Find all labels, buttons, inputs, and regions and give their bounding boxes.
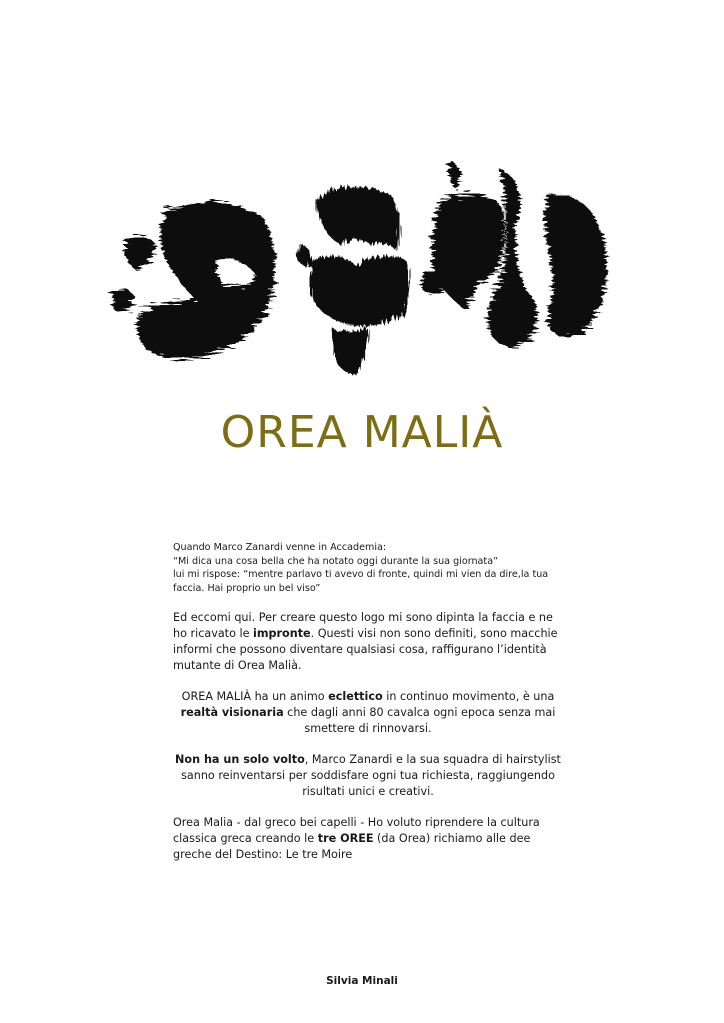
brand-title: OREA MALIÀ <box>220 407 504 458</box>
face-print-right <box>421 160 607 346</box>
intro-line-1: Quando Marco Zanardi venne in Accademia: <box>173 542 387 553</box>
intro-line-2: “Mi dica una cosa bella che ha notato oggi durante la sua giornata” <box>173 555 499 567</box>
face-print-left <box>111 202 275 359</box>
face-print-middle <box>296 186 410 375</box>
bold-tre-oree: tre OREE <box>317 832 374 845</box>
bold-eclettico: eclettico <box>328 690 383 703</box>
intro-line-3: lui mi rispose: “mentre parlavo ti avevo di fronte, quindi mi vien da dire,la tua faccia. Hai proprio un bel viso” <box>173 569 549 594</box>
greek-paragraph: Orea Malia - dal greco bei capelli - Ho voluto riprendere la cultura classica greca creando le tre OREE (da Orea) richiamo alle dee greche del Destino: Le tre Moire <box>173 816 540 861</box>
bold-non-ha-un-solo-volto: Non ha un solo volto <box>175 753 305 766</box>
logo-paragraph: Ed eccomi qui. Per creare questo logo mi sono dipinta la faccia e ne ho ricavato le impronte. Questi visi non sono definiti, sono macchie informi che possono diventare qualsiasi cosa, raffigurano l’identità mutante di Orea Malià. <box>173 611 558 672</box>
body-text <box>173 541 563 863</box>
eclectic-paragraph: OREA MALIÀ ha un animo eclettico in continuo movimento, è una realtà visionaria che dagli anni 80 cavalca ogni epoca senza mai smettere di rinnovarsi. <box>180 690 556 735</box>
orea-malia-logo-faces <box>106 150 616 382</box>
team-paragraph: Non ha un solo volto, Marco Zanardi e la sua squadra di hairstylist sanno reinventarsi per soddisfare ogni tua richiesta, raggiungendo risultati unici e creativi. <box>175 753 561 798</box>
intro-paragraph <box>173 541 563 595</box>
bold-impronte: impronte <box>253 627 311 640</box>
bold-realta-visionaria: realtà visionaria <box>180 706 284 719</box>
author-signature: Silvia Minali <box>326 975 398 987</box>
